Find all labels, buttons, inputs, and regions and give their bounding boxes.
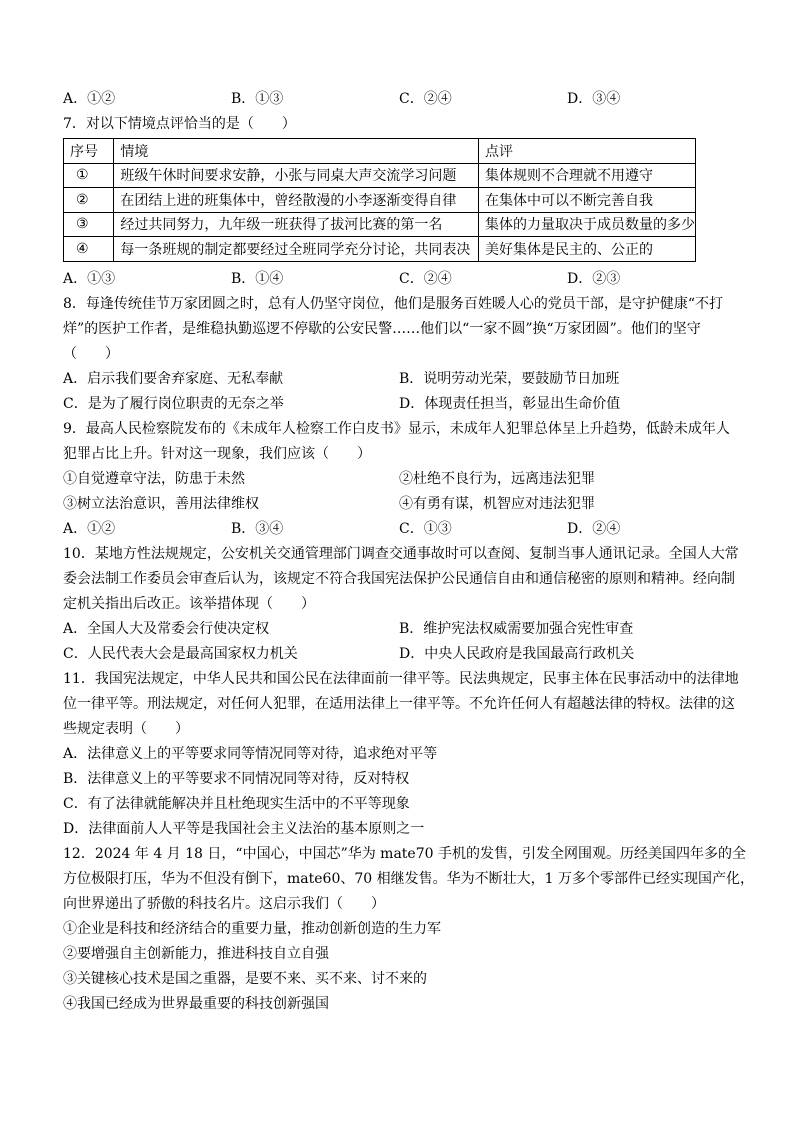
table-cell: 美好集体是民主的、公正的: [478, 237, 695, 262]
q10-option-c[interactable]: C．人民代表大会是最高国家权力机关: [63, 646, 298, 662]
table-cell: ②: [64, 188, 114, 213]
q6-option-b[interactable]: B．①③: [231, 91, 284, 107]
q12-stem-line: 向世界递出了骄傲的科技名片。这启示我们（ ）: [63, 896, 385, 912]
q8-option-a[interactable]: A．启示我们要舍弃家庭、无私奉献: [63, 371, 284, 387]
table-header-cell: 序号: [64, 139, 114, 164]
q7-option-a[interactable]: A．①③: [63, 271, 116, 287]
q6-option-c[interactable]: C．②④: [399, 91, 452, 107]
table-cell: ④: [64, 237, 114, 262]
q7-stem: 7．对以下情境点评恰当的是（ ）: [63, 116, 296, 132]
q9-stem-line: 犯罪占比上升。针对这一现象，我们应该（ ）: [63, 446, 371, 462]
table-cell: 在集体中可以不断完善自我: [478, 188, 695, 213]
q11-option-b[interactable]: B．法律意义上的平等要求不同情况同等对待，反对特权: [63, 771, 410, 787]
q8-option-c[interactable]: C．是为了履行岗位职责的无奈之举: [63, 396, 284, 412]
q10-stem-line: 定机关指出后改正。该举措体现（ ）: [63, 596, 315, 612]
q12-item: ③关键核心技术是国之重器，是要不来、买不来、讨不来的: [63, 971, 427, 987]
q11-option-d[interactable]: D．法律面前人人平等是我国社会主义法治的基本原则之一: [63, 821, 425, 837]
table-row: [64, 237, 696, 262]
q10-option-a[interactable]: A．全国人大及常委会行使决定权: [63, 621, 270, 637]
q7-option-c[interactable]: C．②④: [399, 271, 452, 287]
q9-stem-line: 9．最高人民检察院发布的《未成年人检察工作白皮书》显示，未成年人犯罪总体呈上升趋势，低龄未成年人: [63, 421, 730, 437]
table-cell: 每一条班规的制定都要经过全班同学充分讨论，共同表决: [114, 237, 479, 262]
q8-stem-line: 烊”的医护工作者，是维稳执勤巡逻不停歇的公安民警……他们以“一家不圆”换“万家团圆”。他们的坚守: [63, 321, 701, 337]
q9-item: ①自觉遵章守法，防患于未然: [63, 471, 245, 487]
q8-option-b[interactable]: B．说明劳动光荣，要鼓励节日加班: [399, 371, 620, 387]
table-header-row: [64, 139, 696, 164]
q7-option-b[interactable]: B．①④: [231, 271, 284, 287]
q7-option-d[interactable]: D．②③: [567, 271, 621, 287]
q11-option-a[interactable]: A．法律意义上的平等要求同等情况同等对待，追求绝对平等: [63, 746, 438, 762]
q12-item: ④我国已经成为世界最重要的科技创新强国: [63, 996, 329, 1012]
q12-stem-line: 12．2024 年 4 月 18 日，“中国心，中国芯”华为 mate70 手机的发售，引发全网围观。历经美国四年多的全: [63, 846, 746, 862]
q10-option-b[interactable]: B．维护宪法权威需要加强合宪性审查: [399, 621, 634, 637]
table-row: [64, 212, 696, 237]
q12-stem-line: 方位极限打压，华为不但没有倒下，mate60、70 相继发售。华为不断壮大，1 万多个零部件已经实现国产化，: [63, 871, 754, 887]
table-row: [64, 163, 696, 188]
table-cell: 集体的力量取决于成员数量的多少: [478, 212, 695, 237]
table-cell: 班级午休时间要求安静，小张与同桌大声交流学习问题: [114, 163, 479, 188]
q10-stem-line: 10．某地方性法规规定，公安机关交通管理部门调查交通事故时可以查阅、复制当事人通讯记录。全国人大常: [63, 546, 739, 562]
q10-stem-line: 委会法制工作委员会审查后认为，该规定不符合我国宪法保护公民通信自由和通信秘密的原则和精神。经向制: [63, 571, 735, 587]
q10-option-d[interactable]: D．中央人民政府是我国最高行政机关: [399, 646, 635, 662]
table-cell: 集体规则不合理就不用遵守: [478, 163, 695, 188]
q12-item: ①企业是科技和经济结合的重要力量，推动创新创造的生力军: [63, 921, 441, 937]
table-header-cell: 情境: [114, 139, 479, 164]
q9-option-a[interactable]: A．①②: [63, 521, 116, 537]
q9-item: ②杜绝不良行为，远离违法犯罪: [399, 471, 595, 487]
q9-item: ④有勇有谋，机智应对违法犯罪: [399, 496, 595, 512]
q11-stem-line: 些规定表明（ ）: [63, 721, 189, 737]
q12-item: ②要增强自主创新能力，推进科技自立自强: [63, 946, 329, 962]
q8-stem-line: 8．每逢传统佳节万家团圆之时，总有人仍坚守岗位，他们是服务百姓暖人心的党员干部，是守护健康“不打: [63, 296, 724, 312]
table-row: [64, 188, 696, 213]
table-cell: 经过共同努力，九年级一班获得了拔河比赛的第一名: [114, 212, 479, 237]
q9-option-b[interactable]: B．③④: [231, 521, 284, 537]
q9-option-c[interactable]: C．①③: [399, 521, 452, 537]
table-header-cell: 点评: [478, 139, 695, 164]
table-cell: ①: [64, 163, 114, 188]
table-cell: 在团结上进的班集体中，曾经散漫的小李逐渐变得自律: [114, 188, 479, 213]
q8-option-d[interactable]: D．体现责任担当，彰显出生命价值: [399, 396, 621, 412]
q11-stem-line: 11．我国宪法规定，中华人民共和国公民在法律面前一律平等。民法典规定，民事主体在民事活动中的法律地: [63, 671, 739, 687]
q9-item: ③树立法治意识，善用法律维权: [63, 496, 259, 512]
q6-option-a[interactable]: A．①②: [63, 91, 116, 107]
q8-stem-line: （ ）: [63, 346, 119, 362]
q6-option-d[interactable]: D．③④: [567, 91, 621, 107]
q11-stem-line: 位一律平等。刑法规定，对任何人犯罪，在适用法律上一律平等。不允许任何人有超越法律的特权。法律的这: [63, 696, 735, 712]
q9-option-d[interactable]: D．②④: [567, 521, 621, 537]
q7-table: [63, 138, 696, 262]
table-cell: ③: [64, 212, 114, 237]
q11-option-c[interactable]: C．有了法律就能解决并且杜绝现实生活中的不平等现象: [63, 796, 410, 812]
